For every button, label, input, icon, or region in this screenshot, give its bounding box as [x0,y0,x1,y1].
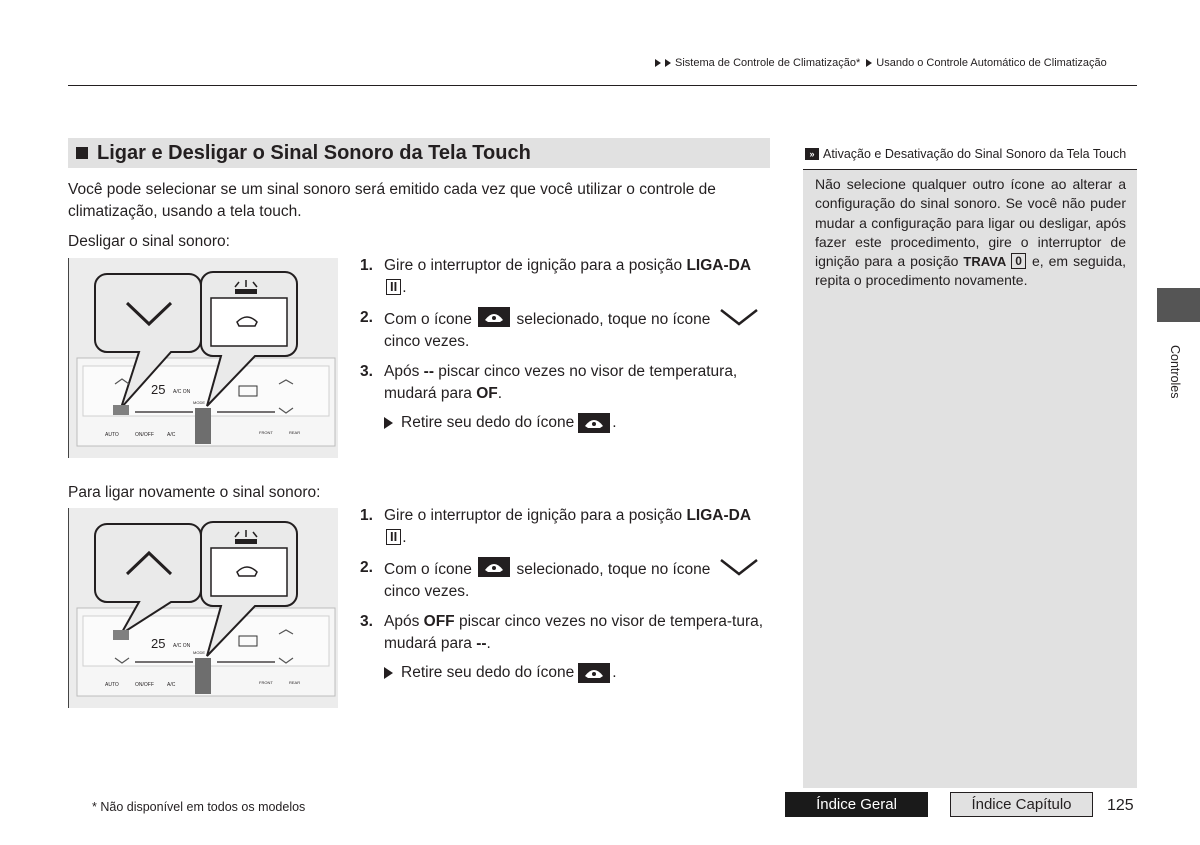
recirculation-icon [578,413,610,433]
svg-text:MODE: MODE [193,650,205,655]
result-note: Retire seu dedo do ícone . [384,663,770,683]
double-arrow-icon [665,59,671,67]
svg-text:AUTO: AUTO [105,682,119,688]
breadcrumb-item[interactable]: Usando o Controle Automático de Climatização [876,57,1107,69]
header-divider [68,85,1137,86]
general-index-button[interactable]: Índice Geral [785,792,928,817]
ignition-position-key: II [386,279,401,295]
intro-paragraph: Você pode selecionar se um sinal sonoro será emitido cada vez que você utilizar o controle de climatização, usando a tela touch. [68,181,716,220]
steps-enable [360,505,770,683]
svg-text:REAR: REAR [289,430,301,435]
sidebar-note-body: Não selecione qualquer outro ícone ao alterar a configuração do sinal sonoro. Se você não puder mudar a configuração para ligar ou desligar, após fazer este procedimento, gire o interruptor de ignição para a posição TRAVA 0 e, em seguida, repita o procedimento novamente. [815,176,1126,289]
triangle-right-icon [384,417,393,429]
step-item: 3. Após -- piscar cinco vezes no visor de temperatura, mudará para OF. [360,363,738,402]
recirculation-icon [478,307,510,327]
section-title: Ligar e Desligar o Sinal Sonoro da Tela Touch [97,141,531,164]
svg-text:ON/OFF: ON/OFF [135,682,154,688]
svg-text:ON/OFF: ON/OFF [135,432,154,438]
step-item: 1. Gire o interruptor de ignição para a posição LIGA-DA II . [360,257,752,296]
ignition-position-key: 0 [1011,253,1026,269]
result-note: Retire seu dedo do ícone . [384,413,770,433]
chevron-down-icon [719,557,759,577]
chevron-down-icon [719,307,759,327]
svg-text:FRONT: FRONT [259,680,273,685]
chapter-index-button[interactable]: Índice Capítulo [950,792,1093,817]
breadcrumb [655,57,1107,69]
svg-text:FRONT: FRONT [259,430,273,435]
climate-panel-illustration-enable [68,508,338,708]
subtitle-disable: Desligar o sinal sonoro: [68,233,230,250]
step-item: 1. Gire o interruptor de ignição para a posição LIGA-DA II . [360,507,752,546]
svg-text:A/C: A/C [167,682,176,688]
svg-text:REAR: REAR [289,680,301,685]
breadcrumb-item[interactable]: Sistema de Controle de Climatização* [675,57,861,69]
footnote: * Não disponível em todos os modelos [92,800,306,814]
svg-text:25: 25 [151,636,166,651]
section-heading [68,138,770,168]
climate-panel-illustration-disable-svg [69,258,338,458]
recirculation-icon [478,557,510,577]
recirculation-icon [578,663,610,683]
steps-disable [360,255,770,433]
step-item: 2. Com o ícone selecionado, toque no ícone cinco vezes. [360,557,770,603]
subtitle-enable: Para ligar novamente o sinal sonoro: [68,484,321,501]
double-arrow-icon [655,59,661,67]
square-bullet-icon [76,147,88,159]
climate-panel-illustration-enable-svg [69,508,338,708]
svg-text:AUTO: AUTO [105,432,119,438]
chapter-tab-label: Controles [1168,345,1182,399]
arrow-icon [866,59,872,67]
svg-text:A/C ON: A/C ON [173,643,191,649]
sidebar-note-heading: » Ativação e Desativação do Sinal Sonoro da Tela Touch [803,138,1137,170]
svg-text:25: 25 [151,382,166,397]
ignition-position-key: II [386,529,401,545]
triangle-right-icon [384,667,393,679]
svg-text:MODE: MODE [193,400,205,405]
step-item: 2. Com o ícone selecionado, toque no ícone cinco vezes. [360,307,770,353]
climate-panel-illustration-disable [68,258,338,458]
svg-text:A/C: A/C [167,432,176,438]
page-number: 125 [1107,797,1134,814]
double-arrow-icon: » [805,148,819,160]
sidebar-note [803,138,1137,788]
chapter-tab-marker[interactable] [1157,288,1200,322]
svg-text:A/C ON: A/C ON [173,389,191,395]
step-item: 3. Após OFF piscar cinco vezes no visor de tempera-tura, mudará para --. [360,613,764,652]
